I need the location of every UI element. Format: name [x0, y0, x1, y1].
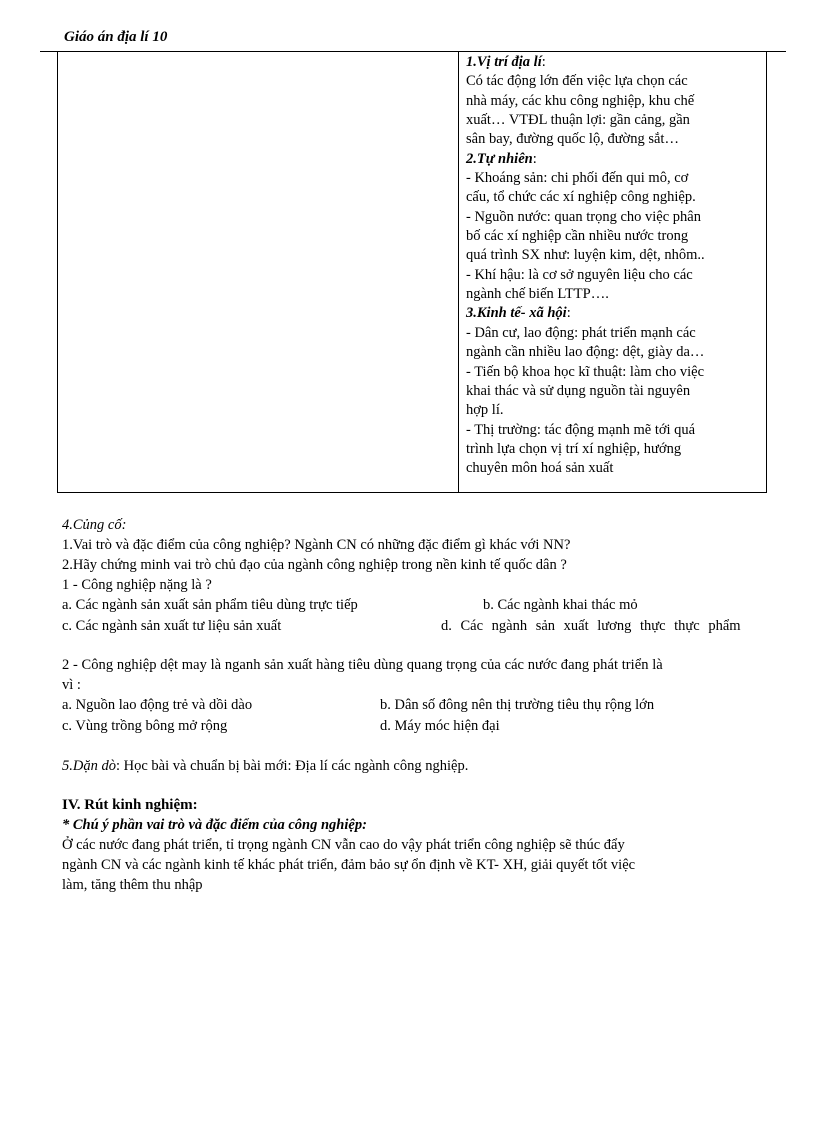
table-column-divider	[458, 52, 459, 492]
cell-line-text: sân bay, đường quốc lộ, đường sắt…	[466, 131, 679, 148]
cell-line	[466, 169, 705, 188]
mc1-option-c: c. Các ngành sản xuất tư liệu sản xuất	[62, 618, 282, 634]
cell-line	[466, 246, 705, 265]
cell-line-text: 3.Kinh tế- xã hội	[466, 305, 567, 322]
rut-kinh-nghiem-line: Ở các nước đang phát triển, tỉ trọng ngành CN vẫn cao do vậy phát triển công nghiệp sẽ thúc đẩy	[62, 837, 625, 853]
cell-line-text: - Nguồn nước: quan trọng cho việc phân	[466, 208, 701, 225]
document-header-title: Giáo án địa lí 10	[64, 29, 168, 45]
cell-heading-colon: :	[532, 150, 537, 167]
cell-line-text: chuyên môn hoá sản xuất	[466, 460, 614, 477]
mc2-option-b: b. Dân số đông nên thị trường tiêu thụ rộng lớn	[380, 697, 655, 713]
cell-line	[466, 208, 705, 227]
cell-line	[466, 111, 705, 130]
cell-line	[466, 72, 705, 91]
cell-line-text: - Tiến bộ khoa học kĩ thuật: làm cho việc	[466, 363, 705, 380]
cell-line-text: quá trình SX như: luyện kim, dệt, nhôm..	[466, 247, 705, 264]
cell-line-text: cấu, tổ chức các xí nghiệp công nghiệp.	[466, 189, 696, 206]
mc1-option-b: b. Các ngành khai thác mỏ	[483, 597, 638, 613]
mc1-question: 1 - Công nghiệp nặng là ?	[62, 577, 212, 593]
cell-line-text: khai thác và sử dụng nguồn tài nguyên	[466, 382, 691, 399]
cell-line	[466, 188, 705, 207]
cell-line	[466, 266, 705, 285]
cell-heading-colon: :	[566, 305, 571, 322]
cell-heading-colon: :	[541, 54, 546, 70]
cell-line	[466, 459, 705, 478]
cell-heading	[466, 150, 705, 169]
cell-line	[466, 227, 705, 246]
mc1-option-a: a. Các ngành sản xuất sản phẩm tiêu dùng trực tiếp	[62, 597, 358, 613]
cell-line-text: 2.Tự nhiên	[466, 150, 533, 167]
section-heading-rut-kinh-nghiem: IV. Rút kinh nghiệm:	[62, 797, 198, 813]
cell-line-text: - Thị trường: tác động mạnh mẽ tới quá	[466, 421, 696, 438]
cell-line-text: Có tác động lớn đến việc lựa chọn các	[466, 73, 688, 90]
question-1: 1.Vai trò và đặc điểm của công nghiệp? Ngành CN có những đặc điểm gì khác với NN?	[62, 537, 571, 553]
cell-line-text: xuất… VTĐL thuận lợi: gần cảng, gần	[466, 112, 690, 129]
cell-line	[466, 440, 705, 459]
mc2-question-line2: vì :	[62, 677, 81, 693]
cell-line-text: nhà máy, các khu công nghiệp, khu chế	[466, 92, 695, 109]
cell-line	[466, 324, 705, 343]
cell-line-text: trình lựa chọn vị trí xí nghiệp, hướng	[466, 440, 682, 457]
section-heading-cung-co: 4.Củng cố:	[62, 517, 127, 533]
cell-line	[466, 421, 705, 440]
dan-do-text: : Học bài và chuẩn bị bài mới: Địa lí các ngành công nghiệp.	[115, 758, 469, 774]
mc2-question-line1: 2 - Công nghiệp dệt may là nganh sản xuất hàng tiêu dùng quang trọng của các nước đang phát triển là	[62, 657, 663, 673]
cell-line	[466, 343, 705, 362]
rut-kinh-nghiem-line: ngành CN và các ngành kinh tế khác phát triển, đảm bảo sự ổn định về KT- XH, giải quyết tốt việc	[62, 857, 636, 873]
mc2-option-c: c. Vùng trồng bông mở rộng	[62, 718, 228, 734]
cell-line	[466, 363, 705, 382]
cell-heading	[466, 304, 705, 323]
mc2-option-a: a. Nguồn lao động trẻ và dồi dào	[62, 697, 253, 713]
cell-line-text: bố các xí nghiệp cần nhiều nước trong	[466, 228, 689, 245]
table-right-cell	[466, 53, 705, 479]
cell-line-text: - Khí hậu: là cơ sở nguyên liệu cho các	[466, 266, 693, 283]
cell-line-text: - Dân cư, lao động: phát triển mạnh các	[466, 324, 696, 341]
rut-kinh-nghiem-note: * Chú ý phần vai trò và đặc điểm của công nghiệp:	[62, 817, 367, 833]
cell-heading	[466, 53, 705, 72]
dan-do-line	[62, 758, 468, 775]
cell-line	[466, 382, 705, 401]
dan-do-label: 5.Dặn dò	[62, 758, 116, 774]
cell-line-text: ngành chế biến LTTP….	[466, 286, 609, 303]
mc1-option-d: d. Các ngành sản xuất lương thực thực phẩm	[441, 618, 741, 634]
cell-line-text: 1.Vị trí địa lí	[466, 54, 542, 70]
cell-line-text: ngành cần nhiều lao động: dệt, giày da…	[466, 344, 705, 361]
mc2-option-d: d. Máy móc hiện đại	[380, 718, 500, 734]
question-2: 2.Hãy chứng minh vai trò chủ đạo của ngành công nghiệp trong nền kinh tế quốc dân ?	[62, 557, 567, 573]
cell-line	[466, 92, 705, 111]
cell-line-text: hợp lí.	[466, 402, 504, 419]
cell-line	[466, 130, 705, 149]
cell-line	[466, 401, 705, 420]
rut-kinh-nghiem-line: làm, tăng thêm thu nhập	[62, 877, 203, 893]
cell-line	[466, 285, 705, 304]
cell-line-text: - Khoáng sản: chi phối đến qui mô, cơ	[466, 170, 689, 187]
